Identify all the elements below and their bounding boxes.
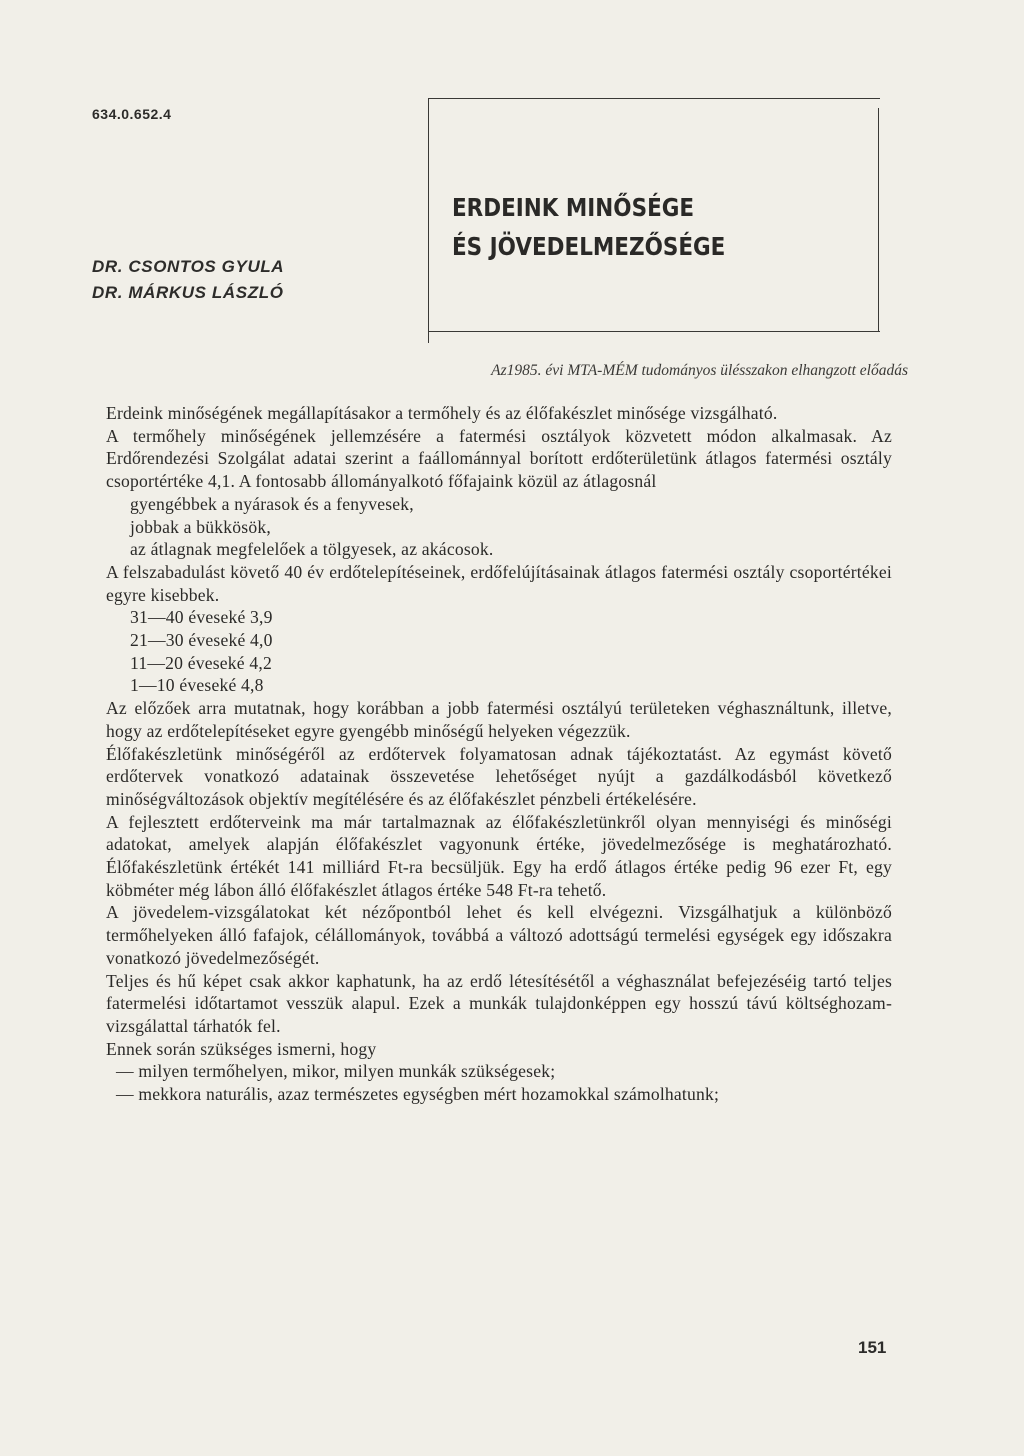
author-name: DR. MÁRKUS LÁSZLÓ (92, 283, 284, 302)
list-item: jobbak a bükkösök, (130, 516, 271, 537)
title-line: ÉS JÖVEDELMEZŐSÉGE (452, 232, 726, 261)
paragraph: Az előzőek arra mutatnak, hogy korábban a jobb fatermési osztályú területeken véghasználtunk, illetve, hogy az erdőtelepítéseket egyre gyengébb minőségű helyeken végezzük. (106, 698, 892, 741)
paragraph: Ennek során szükséges ismerni, hogy (106, 1038, 377, 1059)
paragraph: A felszabadulást követő 40 év erdőtelepítéseinek, erdőfelújításainak átlagos fatermési osztály csoportértékei egyre kisebbek. (106, 561, 892, 605)
list-item: 21—30 éveseké 4,0 (130, 630, 273, 651)
article-subtitle: Az1985. évi MTA-MÉM tudományos ülésszakon elhangzott előadás (491, 362, 908, 379)
title-frame-left-rule (428, 98, 429, 343)
dash-list-item: — milyen termőhelyen, mikor, milyen munkák szükségesek; (116, 1061, 556, 1082)
title-line: ERDEINK MINŐSÉGE (452, 193, 695, 222)
paragraph: A jövedelem-vizsgálatokat két nézőpontból lehet és kell elvégezni. Vizsgálhatjuk a különböző termőhelyeken álló fafajok, célállományok, továbbá a változó adottságú termelési egységek egy időszakra vonatkozó jövedelmezőségét. (106, 902, 892, 968)
paragraph: Élőfakészletünk minőségéről az erdőtervek folyamatosan adnak tájékoztatást. Az egymást követő erdőtervek vonatkozó adatainak összevetése lehetőséget nyújt a gazdálkodásból következő minőségváltozások objektív megítélésére és az élőfakészlet pénzbeli értékelésére. (106, 743, 892, 809)
article-title (452, 188, 725, 266)
page-number: 151 (858, 1338, 887, 1357)
paragraph: Teljes és hű képet csak akkor kaphatunk, ha az erdő létesítésétől a véghasználat befejezéséig tartó teljes fatermelési időtartamot vesszük alapul. Ezek a munkák tulajdonképpen egy hosszú távú költséghozam-vizsgálattal tárhatók fel. (106, 970, 892, 1036)
paragraph: A fejlesztett erdőterveink ma már tartalmaznak az élőfakészletünkről olyan mennyiségi és minőségi adatokat, amelyek alapján élőfakészlet vagyonunk értéke, jövedelmezősége is meghatározható. Élőfakészletünk értékét 141 milliárd Ft-ra becsüljük. Egy ha erdő átlagos értéke pedig 96 ezer Ft, egy köbméter még lábon álló élőfakészlet átlagos értéke 548 Ft-ra tehető. (106, 811, 892, 900)
list-item: gyengébbek a nyárasok és a fenyvesek, (130, 493, 414, 514)
author-name: DR. CSONTOS GYULA (92, 257, 285, 276)
list-item: 31—40 éveseké 3,9 (130, 607, 273, 628)
udc-classification: 634.0.652.4 (92, 106, 172, 122)
authors (92, 254, 284, 306)
title-frame-right-rule (878, 108, 879, 331)
title-frame-bottom-rule (428, 331, 880, 332)
list-item: 11—20 éveseké 4,2 (130, 652, 272, 673)
list-item: az átlagnak megfelelőek a tölgyesek, az akácosok. (130, 539, 494, 560)
paragraph: A termőhely minőségének jellemzésére a fatermési osztályok közvetett módon alkalmasak. Az Erdőrendezési Szolgálat adatai szerint a faállománnyal borított erdőterületünk átlagos fatermési osztály csoportértéke 4,1. A fontosabb állományalkotó főfajaink közül az átlagosnál (106, 425, 892, 492)
paragraph: Erdeink minőségének megállapításakor a termőhely és az élőfakészlet minősége vizsgálható. (106, 403, 778, 423)
dash-list-item: — mekkora naturális, azaz természetes egységben mért hozamokkal számolhatunk; (116, 1084, 720, 1105)
title-frame-top-rule (428, 98, 880, 99)
list-item: 1—10 éveseké 4,8 (130, 675, 264, 696)
article-body (106, 402, 892, 1106)
